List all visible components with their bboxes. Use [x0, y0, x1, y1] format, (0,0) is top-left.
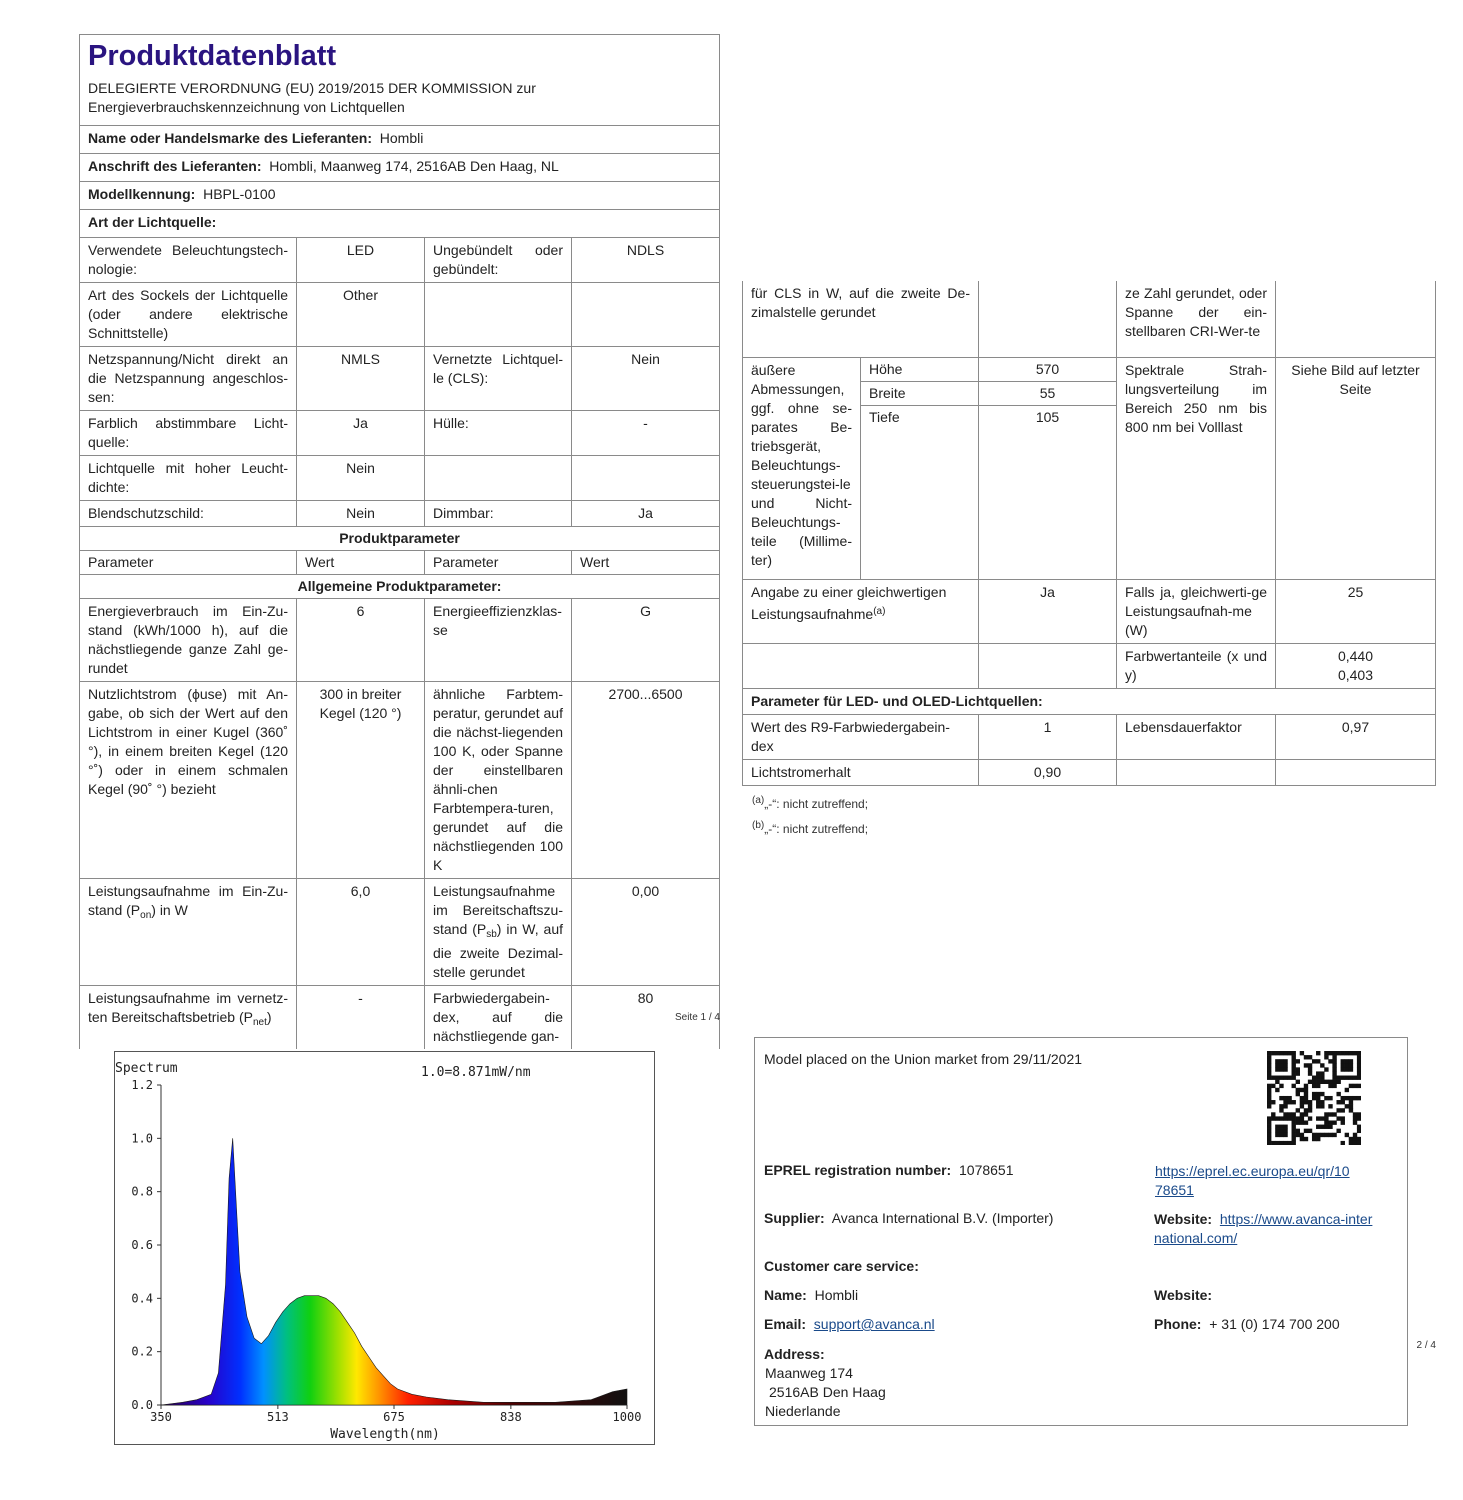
table-row — [80, 456, 720, 501]
x-tick-label: 513 — [267, 1410, 289, 1424]
footnote-a: $^{(a)}$„-“: nicht zutreffend; — [752, 794, 869, 811]
param-label: Leistungsaufnahme im Ein-Zu-stand $(P_{on})$ in W — [80, 879, 297, 986]
website-row: Website: https://www.avanca-inter national.com/ — [1154, 1211, 1373, 1246]
model-label: Modellkennung: — [88, 186, 196, 202]
address-line: Niederlande — [765, 1403, 841, 1419]
param-value — [1276, 281, 1436, 357]
param-value: 2700...6500 — [572, 682, 720, 879]
param-value: 1 — [979, 714, 1117, 759]
table-row — [80, 283, 720, 347]
y-tick-label: 0.8 — [131, 1184, 153, 1199]
supplier-address-value: Hombli, Maanweg 174, 2516AB Den Haag, NL — [269, 158, 559, 174]
chart-annotation: 1.0=8.871mW/nm — [421, 1065, 531, 1080]
eprel-row: EPREL registration number: 1078651 — [764, 1162, 1014, 1178]
param-label: Lebensdauerfaktor — [1117, 714, 1276, 759]
param-label: ze Zahl gerundet, oder Spanne der ein-stellbaren CRI-Wer-te — [1117, 281, 1276, 357]
y-tick-label: 0.6 — [131, 1238, 153, 1252]
address-line: Maanweg 174 — [765, 1365, 853, 1381]
datasheet-page-2 — [742, 281, 1435, 840]
supplier-name-label: Name oder Handelsmarke des Lieferanten: — [88, 130, 372, 146]
param-value — [979, 281, 1117, 357]
param-label: Ungebündelt oder gebündelt: — [425, 238, 572, 283]
param-value: 6,0 — [297, 879, 425, 986]
param-value: - — [297, 986, 425, 1050]
param-value: NMLS — [297, 347, 425, 411]
param-label: ähnliche Farbtem-peratur, gerundet auf die nächst-liegenden 100 K, oder Spanne der einstellbaren ähnli-chen Farbtempera-turen, gerundet auf die nächstliegenden 100 K — [425, 682, 572, 879]
column-header: Wert — [572, 551, 720, 575]
column-header: Parameter — [425, 551, 572, 575]
section-heading: Produktparameter — [80, 527, 720, 551]
address-block — [764, 1345, 886, 1421]
param-value: Ja — [572, 501, 720, 527]
param-value: Nein — [297, 501, 425, 527]
regulation-subtitle: DELEGIERTE VERORDNUNG (EU) 2019/2015 DER KOMMISSION zur Energieverbrauchskennzeichnung von Lichtquellen — [88, 80, 536, 115]
product-info-card — [754, 1037, 1408, 1426]
spectral-value: Siehe Bild auf letzter Seite — [1276, 357, 1436, 579]
table-row — [80, 986, 720, 1050]
param-label: Nutzlichtstrom (ϕuse) mit An-gabe, ob sich der Wert auf den Lichtstrom in einer Kugel (360˚ °), in einem breiten Kegel (120 °˚) oder in einem schmalen Kegel (90˚ °) bezieht — [80, 682, 297, 879]
param-value — [572, 456, 720, 501]
website-link-cont[interactable]: national.com/ — [1154, 1230, 1238, 1246]
footnote-b: $^{(b)}$„-“: nicht zutreffend; — [752, 819, 869, 836]
address-label: Address: — [764, 1346, 825, 1362]
dimension-name: Tiefe — [861, 405, 979, 579]
param-value: LED — [297, 238, 425, 283]
qr-code-icon[interactable] — [1267, 1051, 1361, 1145]
spectral-label: Spektrale Strah-lungsverteilung im Bereich 250 nm bis 800 nm bei Volllast — [1117, 357, 1276, 579]
datasheet-table-1 — [79, 34, 720, 1049]
page-number: Seite 1 / 4 — [674, 1012, 720, 1023]
table-row — [80, 501, 720, 527]
dimension-value: 55 — [979, 381, 1117, 405]
table-row — [80, 238, 720, 283]
param-label: Art des Sockels der Lichtquelle (oder andere elektrische Schnittstelle) — [80, 283, 297, 347]
email-link[interactable]: support@avanca.nl — [813, 1316, 935, 1332]
param-label: Farbwertanteile (x und y) — [1117, 643, 1276, 688]
supplier-address-label: Anschrift des Lieferanten: — [88, 158, 262, 174]
param-value: 6 — [297, 599, 425, 682]
param-label: Verwendete Beleuchtungstech-nologie: — [80, 238, 297, 283]
param-value: - — [572, 411, 720, 456]
param-value: 0,00 — [572, 879, 720, 986]
y-tick-label: 0.0 — [131, 1398, 153, 1412]
market-date-text: Model placed on the Union market from 29/11/2021 — [764, 1051, 1083, 1067]
param-value: 80 — [572, 986, 720, 1050]
table-row — [80, 347, 720, 411]
x-tick-label: 838 — [500, 1410, 522, 1424]
table-row — [80, 879, 720, 986]
column-header: Wert — [297, 551, 425, 575]
spectrum-series — [161, 1138, 627, 1405]
param-value: Nein — [297, 456, 425, 501]
datasheet-page-1 — [79, 34, 719, 1049]
param-label: Lichtstromerhalt — [743, 759, 979, 785]
param-label: Energieeffizienzklas-se — [425, 599, 572, 682]
x-tick-label: 350 — [150, 1410, 172, 1424]
param-value: NDLS — [572, 238, 720, 283]
param-label: Wert des R9-Farbwiedergabein-dex — [743, 714, 979, 759]
param-label: Dimmbar: — [425, 501, 572, 527]
param-label — [425, 456, 572, 501]
param-label: Blendschutzschild: — [80, 501, 297, 527]
param-value: 0,90 — [979, 759, 1117, 785]
param-label: Hülle: — [425, 411, 572, 456]
param-label: Angabe zu einer gleichwertigen Leistungsaufnahme$^{(a)}$ — [743, 579, 979, 643]
model-value: HBPL-0100 — [203, 186, 276, 202]
phone-row: Phone: + 31 (0) 174 700 200 — [1154, 1316, 1340, 1332]
x-axis-label: Wavelength(nm) — [330, 1427, 440, 1442]
table-row — [80, 599, 720, 682]
param-label: Falls ja, gleichwerti-ge Leistungsaufnah-me (W) — [1117, 579, 1276, 643]
column-header: Parameter — [80, 551, 297, 575]
name-row: Name: Hombli — [764, 1287, 859, 1303]
y-tick-label: 1.0 — [131, 1131, 153, 1146]
spectrum-svg — [115, 1052, 654, 1444]
eprel-link[interactable]: https://eprel.ec.europa.eu/qr/10 78651 — [1155, 1163, 1350, 1198]
param-value: G — [572, 599, 720, 682]
param-value: Other — [297, 283, 425, 347]
dimension-name: Breite — [861, 381, 979, 405]
param-value — [572, 283, 720, 347]
param-label: Leistungsaufnahme im Bereitschaftszu-stand $(P_{sb})$ in W, auf die zweite Dezimal-stelle gerundet — [425, 879, 572, 986]
param-value: Ja — [297, 411, 425, 456]
param-label: Lichtquelle mit hoher Leucht-dichte: — [80, 456, 297, 501]
dimension-value: 570 — [979, 357, 1117, 381]
dimension-name: Höhe — [861, 357, 979, 381]
supplier-name-value: Hombli — [379, 130, 424, 146]
spectrum-area — [161, 1138, 627, 1405]
table-row — [80, 411, 720, 456]
param-label: Leistungsaufnahme im vernetz-ten Bereitschaftsbetrieb $(P_{net})$ — [80, 986, 297, 1050]
dimension-value: 105 — [979, 405, 1117, 579]
website-label-2: Website: — [1154, 1287, 1213, 1303]
spectrum-chart — [114, 1051, 655, 1445]
y-tick-label: 0.2 — [131, 1344, 153, 1359]
type-label: Art der Lichtquelle: — [88, 214, 217, 230]
param-label: Vernetzte Lichtquel-le (CLS): — [425, 347, 572, 411]
footnotes — [752, 790, 1435, 840]
datasheet-table-2 — [742, 281, 1436, 786]
param-value: 25 — [1276, 579, 1436, 643]
address-line: 2516AB Den Haag — [769, 1384, 886, 1400]
dimensions-label: äußere Abmessungen, ggf. ohne se-parates Be-triebsgerät, Beleuchtungs-steuerungstei-le und Nicht-Beleuchtungs-teile (Millime-ter) — [743, 357, 861, 579]
x-tick-label: 675 — [383, 1410, 405, 1424]
param-label: für CLS in W, auf die zweite De-zimalstelle gerundet — [743, 281, 979, 357]
param-value: 0,440 0,403 — [1276, 643, 1436, 688]
table-row — [80, 682, 720, 879]
y-tick-label: 1.2 — [131, 1078, 153, 1092]
page-number: 2 / 4 — [1416, 1340, 1436, 1351]
email-row: Email: support@avanca.nl — [764, 1316, 935, 1332]
ticks — [131, 1078, 641, 1424]
section-heading: Allgemeine Produktparameter: — [80, 575, 720, 599]
customer-care-heading: Customer care service: — [764, 1258, 919, 1274]
param-label — [425, 283, 572, 347]
param-label: Farblich abstimmbare Licht-quelle: — [80, 411, 297, 456]
param-value: Ja — [979, 579, 1117, 643]
param-label: Farbwiedergabein-dex, auf die nächstliegende gan- — [425, 986, 572, 1050]
param-value: 300 in breiter Kegel (120 °) — [297, 682, 425, 879]
section-heading: Parameter für LED- und OLED-Lichtquellen: — [743, 688, 1436, 714]
website-link[interactable]: https://www.avanca-inter — [1219, 1211, 1373, 1227]
x-tick-label: 1000 — [612, 1410, 642, 1424]
param-label: Netzspannung/Nicht direkt an die Netzspannung angeschlos-sen: — [80, 347, 297, 411]
chart-title: Spectrum — [115, 1061, 178, 1076]
param-label: Energieverbrauch im Ein-Zu-stand (kWh/1000 h), auf die nächstliegende ganze Zahl ge-rundet — [80, 599, 297, 682]
y-tick-label: 0.4 — [131, 1291, 153, 1306]
supplier-row: Supplier: Avanca International B.V. (Importer) — [764, 1210, 1054, 1226]
param-value: Nein — [572, 347, 720, 411]
param-value: 0,97 — [1276, 714, 1436, 759]
page-title: Produktdatenblatt — [88, 40, 337, 72]
